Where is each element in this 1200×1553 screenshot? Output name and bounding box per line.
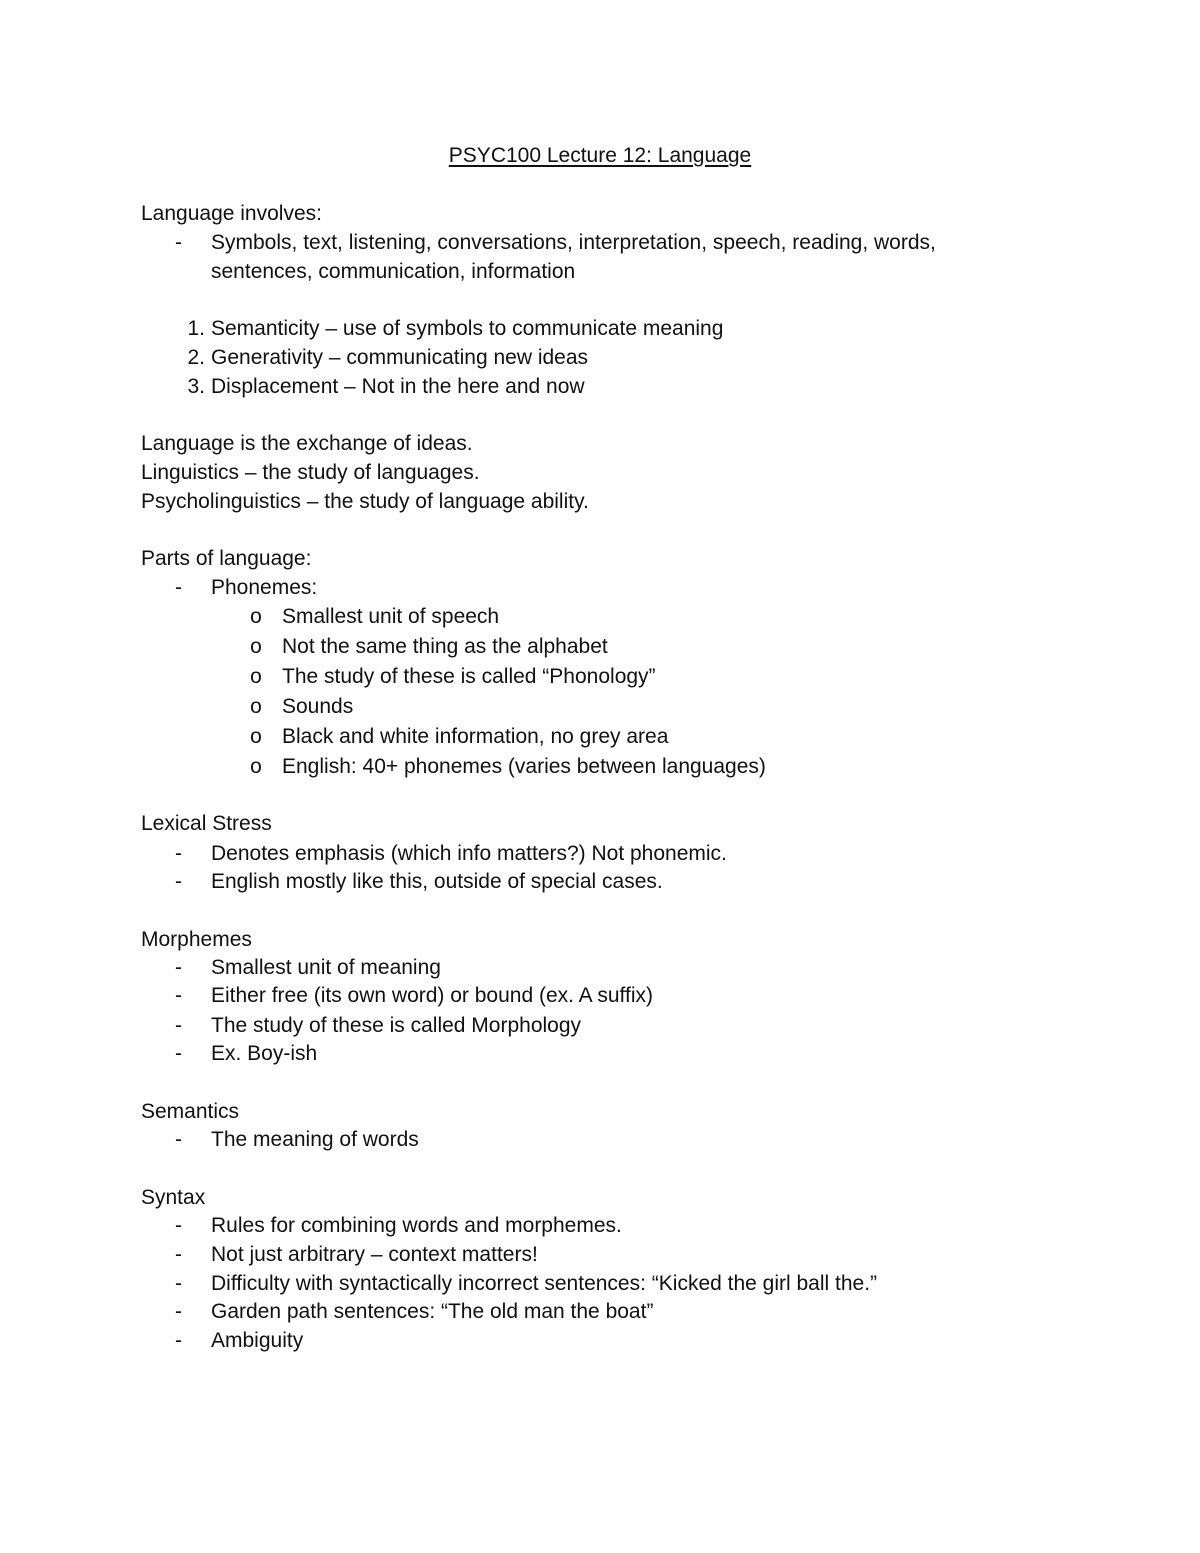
- phoneme-subitem: [250, 692, 354, 722]
- phoneme-subitem: [250, 722, 669, 752]
- numbered-item-text: Generativity – communicating new ideas: [211, 346, 589, 369]
- parts-item: [175, 573, 318, 603]
- number-marker: 3.: [187, 375, 205, 398]
- numbered-item: [187, 372, 585, 402]
- phoneme-subitem-text: Smallest unit of speech: [282, 605, 500, 628]
- morpheme-item-text: Smallest unit of meaning: [211, 956, 441, 979]
- syntax-item-text: Not just arbitrary – context matters!: [211, 1243, 538, 1266]
- dash-marker: -: [175, 1329, 182, 1352]
- lexical-item: [175, 867, 663, 897]
- dash-marker: -: [175, 1243, 182, 1266]
- morpheme-item: [175, 953, 441, 983]
- phoneme-subitem-text: Sounds: [282, 695, 354, 718]
- intro-bullet-line-2: sentences, communication, information: [211, 260, 576, 283]
- phoneme-subitem: [250, 752, 766, 782]
- morpheme-item: [175, 1011, 582, 1041]
- syntax-item: [175, 1269, 878, 1299]
- phoneme-subitem: [250, 602, 500, 632]
- syntax-item: [175, 1211, 622, 1241]
- circle-bullet: o: [250, 695, 262, 718]
- semantics-heading: Semantics: [141, 1100, 240, 1123]
- semantics-item: [175, 1125, 419, 1155]
- phoneme-subitem-text: Not the same thing as the alphabet: [282, 635, 608, 658]
- intro-heading: Language involves:: [141, 202, 322, 225]
- parts-item-text: Phonemes:: [211, 576, 318, 599]
- intro-bullet-line-1: [175, 228, 936, 258]
- numbered-item-text: Semanticity – use of symbols to communicate meaning: [211, 317, 724, 340]
- syntax-item: [175, 1297, 654, 1327]
- dash-marker: -: [175, 956, 182, 979]
- lexical-item: [175, 839, 727, 869]
- numbered-item: [187, 314, 724, 344]
- dash-marker: -: [175, 842, 182, 865]
- number-marker: 2.: [187, 346, 205, 369]
- morpheme-item-text: Ex. Boy-ish: [211, 1042, 318, 1065]
- parts-heading: Parts of language:: [141, 547, 312, 570]
- syntax-item-text: Ambiguity: [211, 1329, 304, 1352]
- circle-bullet: o: [250, 635, 262, 658]
- syntax-item-text: Difficulty with syntactically incorrect sentences: “Kicked the girl ball the.”: [211, 1272, 878, 1295]
- dash-marker: -: [175, 984, 182, 1007]
- syntax-item: [175, 1240, 538, 1270]
- phoneme-subitem: [250, 662, 656, 692]
- morpheme-item-text: The study of these is called Morphology: [211, 1014, 582, 1037]
- intro-bullet-text-1: Symbols, text, listening, conversations, interpretation, speech, reading, words,: [211, 231, 936, 254]
- morpheme-item-text: Either free (its own word) or bound (ex. A suffix): [211, 984, 653, 1007]
- morpheme-item: [175, 981, 653, 1011]
- dash-marker: -: [175, 576, 182, 599]
- circle-bullet: o: [250, 605, 262, 628]
- dash-marker: -: [175, 1272, 182, 1295]
- morpheme-item: [175, 1039, 318, 1069]
- circle-bullet: o: [250, 725, 262, 748]
- phoneme-subitem: [250, 632, 608, 662]
- circle-bullet: o: [250, 755, 262, 778]
- definition-line: Psycholinguistics – the study of language ability.: [141, 490, 589, 513]
- syntax-heading: Syntax: [141, 1186, 206, 1209]
- lexical-item-text: English mostly like this, outside of special cases.: [211, 870, 663, 893]
- phoneme-subitem-text: The study of these is called “Phonology”: [282, 665, 656, 688]
- numbered-item-text: Displacement – Not in the here and now: [211, 375, 585, 398]
- phoneme-subitem-text: Black and white information, no grey area: [282, 725, 669, 748]
- definition-line: Linguistics – the study of languages.: [141, 461, 480, 484]
- phoneme-subitem-text: English: 40+ phonemes (varies between languages): [282, 755, 766, 778]
- circle-bullet: o: [250, 665, 262, 688]
- lexical-item-text: Denotes emphasis (which info matters?) Not phonemic.: [211, 842, 727, 865]
- morphemes-heading: Morphemes: [141, 928, 252, 951]
- numbered-item: [187, 343, 589, 373]
- number-marker: 1.: [187, 317, 205, 340]
- lexical-heading: Lexical Stress: [141, 812, 272, 835]
- dash-marker: -: [175, 870, 182, 893]
- definition-line: Language is the exchange of ideas.: [141, 432, 473, 455]
- dash-marker: -: [175, 1214, 182, 1237]
- dash-marker: -: [175, 1128, 182, 1151]
- syntax-item-text: Rules for combining words and morphemes.: [211, 1214, 622, 1237]
- syntax-item-text: Garden path sentences: “The old man the boat”: [211, 1300, 654, 1323]
- dash-marker: -: [175, 1300, 182, 1323]
- dash-marker: -: [175, 1014, 182, 1037]
- page-title: PSYC100 Lecture 12: Language: [448, 144, 752, 167]
- dash-marker: -: [175, 1042, 182, 1065]
- dash-marker: -: [175, 231, 182, 254]
- syntax-item: [175, 1326, 304, 1356]
- semantics-item-text: The meaning of words: [211, 1128, 419, 1151]
